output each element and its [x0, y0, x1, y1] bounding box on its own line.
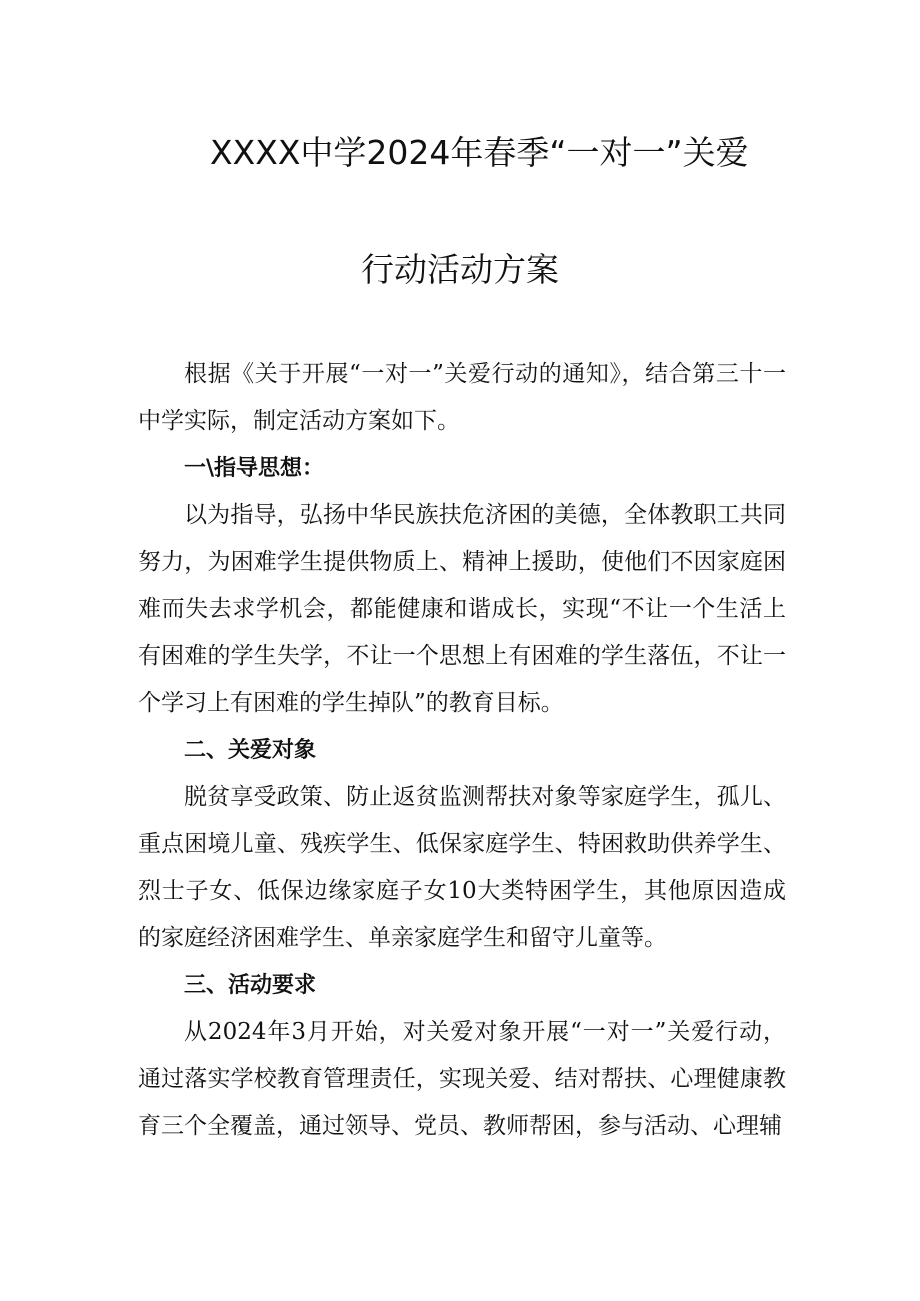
intro-paragraph: 根据《关于开展“一对一”关爱行动的通知》，结合第三十一中学实际，制定活动方案如下。 [138, 361, 786, 434]
document-body [138, 351, 786, 1150]
section-text-activity-requirements: 从2024年3月开始，对关爱对象开展“一对一”关爱行动，通过落实学校教育管理责任，实现关爱、结对帮扶、心理健康教育三个全覆盖，通过领导、党员、教师帮困，参与活动、心理辅 [138, 1019, 786, 1139]
section-heading-guiding-ideology: 一\指导思想： [184, 456, 325, 481]
section-text-care-targets: 脱贫享受政策、防止返贫监测帮扶对象等家庭学生，孤儿、重点困境儿童、残疾学生、低保家庭学生、特困救助供养学生、烈士子女、低保边缘家庭子女10大类特困学生，其他原因造成的家庭经济困难学生、单亲家庭学生和留守儿童等。 [138, 784, 786, 951]
section-text-guiding-ideology: 以为指导，弘扬中华民族扶危济困的美德，全体教职工共同努力，为困难学生提供物质上、精神上援助，使他们不因家庭困难而失去求学机会，都能健康和谐成长，实现“不让一个生活上有困难的学生失学，不让一个思想上有困难的学生落伍，不让一个学习上有困难的学生掉队”的教育目标。 [138, 502, 786, 716]
document-title-line-2: 行动活动方案 [361, 250, 559, 289]
document-title-line-1 [138, 126, 788, 180]
document-title-text: XXXX中学2024年春季“一对一”关爱 [210, 133, 749, 172]
section-heading-care-targets: 二、关爱对象 [184, 738, 317, 763]
section-heading-activity-requirements: 三、活动要求 [184, 973, 317, 998]
